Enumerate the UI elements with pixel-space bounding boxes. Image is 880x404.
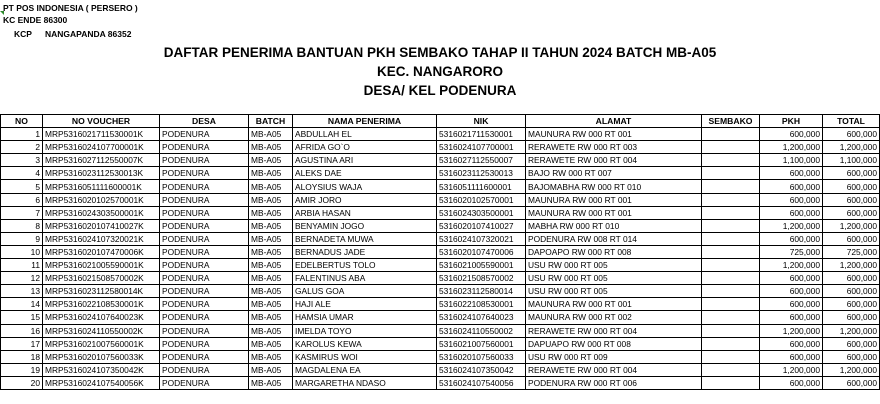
desa-cell[interactable]: PODENURA [160,245,249,258]
sembako-cell[interactable] [702,259,760,272]
desa-cell[interactable]: PODENURA [160,272,249,285]
table-header-row [1,115,880,128]
sembako-cell[interactable] [702,272,760,285]
total-cell[interactable]: 600,000 [823,128,880,141]
desa-cell[interactable]: PODENURA [160,311,249,324]
voucher-cell[interactable]: MRP5316024107640023K [43,311,160,324]
nik-cell[interactable]: 5316021007560001 [437,337,526,350]
nik-cell[interactable]: 5316020102570001 [437,193,526,206]
batch-cell[interactable]: MB-A05 [249,232,293,245]
nama-cell[interactable]: HAMSIA UMAR [293,311,437,324]
nama-cell[interactable]: ABDULLAH EL [293,128,437,141]
pkh-cell[interactable]: 600,000 [760,206,823,219]
voucher-cell[interactable]: MRP5316024110550002K [43,324,160,337]
no-cell[interactable]: 12 [1,272,43,285]
total-cell[interactable]: 600,000 [823,376,880,389]
table-row [1,167,880,180]
batch-cell[interactable]: MB-A05 [249,337,293,350]
desa-cell[interactable]: PODENURA [160,376,249,389]
table-row [1,363,880,376]
voucher-cell[interactable]: MRP5316027112550007K [43,154,160,167]
nama-cell[interactable]: AGUSTINA ARI [293,154,437,167]
no-cell[interactable]: 14 [1,298,43,311]
nama-cell[interactable]: ARBIA HASAN [293,206,437,219]
alamat-cell[interactable]: USU RW 000 RT 005 [526,272,702,285]
voucher-cell[interactable]: MRP5316020107560033K [43,350,160,363]
alamat-cell[interactable]: RERAWETE RW 000 RT 003 [526,141,702,154]
pkh-cell[interactable]: 600,000 [760,285,823,298]
no-cell[interactable]: 3 [1,154,43,167]
nik-cell[interactable]: 5316024107320021 [437,232,526,245]
pkh-cell[interactable]: 600,000 [760,376,823,389]
batch-cell[interactable]: MB-A05 [249,180,293,193]
pkh-cell[interactable]: 1,200,000 [760,141,823,154]
nama-cell[interactable]: FALENTINUS ABA [293,272,437,285]
no-cell[interactable]: 20 [1,376,43,389]
voucher-cell[interactable]: MRP5316024303500001K [43,206,160,219]
no-cell[interactable]: 19 [1,363,43,376]
sembako-cell[interactable] [702,350,760,363]
no-cell[interactable]: 15 [1,311,43,324]
batch-cell[interactable]: MB-A05 [249,206,293,219]
alamat-cell[interactable]: BAJOMABHA RW 000 RT 010 [526,180,702,193]
nik-cell[interactable]: 5316024303500001 [437,206,526,219]
pkh-cell[interactable]: 1,100,000 [760,154,823,167]
desa-cell[interactable]: PODENURA [160,285,249,298]
desa-cell[interactable]: PODENURA [160,206,249,219]
nik-cell[interactable]: 5316021711530001 [437,128,526,141]
sembako-cell[interactable] [702,363,760,376]
pkh-cell[interactable]: 725,000 [760,245,823,258]
batch-cell[interactable]: MB-A05 [249,154,293,167]
voucher-cell[interactable]: MRP5316021005590001K [43,259,160,272]
nama-cell[interactable]: BERNADETA MUWA [293,232,437,245]
nama-cell[interactable]: ALEKS DAE [293,167,437,180]
pkh-cell[interactable]: 600,000 [760,272,823,285]
voucher-cell[interactable]: MRP5316020107410027K [43,219,160,232]
alamat-cell[interactable]: USU RW 000 RT 005 [526,259,702,272]
sembako-cell[interactable] [702,285,760,298]
table-row [1,193,880,206]
table-row [1,154,880,167]
no-cell[interactable]: 11 [1,259,43,272]
alamat-cell[interactable]: PODENURA RW 008 RT 014 [526,232,702,245]
nik-cell[interactable]: 5316024107700001 [437,141,526,154]
alamat-cell[interactable]: USU RW 000 RT 005 [526,285,702,298]
table-row [1,141,880,154]
total-cell[interactable]: 600,000 [823,206,880,219]
company-name: PT POS INDONESIA ( PERSERO ) [3,3,138,13]
total-cell[interactable]: 600,000 [823,337,880,350]
desa-cell[interactable]: PODENURA [160,141,249,154]
no-cell[interactable]: 7 [1,206,43,219]
nik-cell[interactable]: 5316023112580014 [437,285,526,298]
alamat-cell[interactable]: RERAWETE RW 000 RT 004 [526,154,702,167]
alamat-cell[interactable]: BAJO RW 000 RT 007 [526,167,702,180]
sembako-cell[interactable] [702,376,760,389]
sembako-cell[interactable] [702,141,760,154]
voucher-cell[interactable]: MRP5316024107320021K [43,232,160,245]
total-cell[interactable]: 600,000 [823,272,880,285]
batch-cell[interactable]: MB-A05 [249,298,293,311]
pkh-cell[interactable]: 1,200,000 [760,259,823,272]
document-title: DAFTAR PENERIMA BANTUAN PKH SEMBAKO TAHAP II TAHUN 2024 BATCH MB-A05 [163,45,717,60]
alamat-cell[interactable]: DAPOAPO RW 000 RT 008 [526,245,702,258]
alamat-cell[interactable]: MAUNURA RW 000 RT 001 [526,128,702,141]
nik-cell[interactable]: 5316024107640023 [437,311,526,324]
nik-cell[interactable]: 5316027112550007 [437,154,526,167]
no-cell[interactable]: 17 [1,337,43,350]
sembako-cell[interactable] [702,206,760,219]
sembako-cell[interactable] [702,154,760,167]
batch-cell[interactable]: MB-A05 [249,193,293,206]
voucher-cell[interactable]: MRP5316024107700001K [43,141,160,154]
sembako-cell[interactable] [702,232,760,245]
no-cell[interactable]: 4 [1,167,43,180]
desa-cell[interactable]: PODENURA [160,128,249,141]
sembako-cell[interactable] [702,180,760,193]
sembako-cell[interactable] [702,337,760,350]
desa-cell[interactable]: PODENURA [160,337,249,350]
column-header-alamat[interactable]: ALAMAT [526,115,702,128]
alamat-cell[interactable]: MAUNURA RW 000 RT 001 [526,298,702,311]
table-row [1,180,880,193]
batch-cell[interactable]: MB-A05 [249,128,293,141]
alamat-cell[interactable]: RERAWETE RW 000 RT 004 [526,363,702,376]
column-header-no[interactable]: NO [1,115,43,128]
total-cell[interactable]: 600,000 [823,298,880,311]
column-header-nama-penerima[interactable]: NAMA PENERIMA [293,115,437,128]
pkh-cell[interactable]: 600,000 [760,193,823,206]
desa-cell[interactable]: PODENURA [160,180,249,193]
total-cell[interactable]: 1,100,000 [823,154,880,167]
kcp-label: KCP [14,29,32,39]
table-row [1,245,880,258]
batch-cell[interactable]: MB-A05 [249,363,293,376]
batch-cell[interactable]: MB-A05 [249,350,293,363]
voucher-cell[interactable]: MRP5316023112580014K [43,285,160,298]
voucher-cell[interactable]: MRP5316021711530001K [43,128,160,141]
nama-cell[interactable]: KASMIRUS WOI [293,350,437,363]
nama-cell[interactable]: EDELBERTUS TOLO [293,259,437,272]
batch-cell[interactable]: MB-A05 [249,259,293,272]
sembako-cell[interactable] [702,167,760,180]
total-cell[interactable]: 1,200,000 [823,219,880,232]
pkh-cell[interactable]: 1,200,000 [760,363,823,376]
batch-cell[interactable]: MB-A05 [249,311,293,324]
nama-cell[interactable]: IMELDA TOYO [293,324,437,337]
voucher-cell[interactable]: MRP5316022108530001K [43,298,160,311]
alamat-cell[interactable]: MAUNURA RW 000 RT 001 [526,193,702,206]
table-row [1,350,880,363]
batch-cell[interactable]: MB-A05 [249,324,293,337]
table-row [1,219,880,232]
desa-cell[interactable]: PODENURA [160,363,249,376]
no-cell[interactable]: 16 [1,324,43,337]
nama-cell[interactable]: GALUS GOA [293,285,437,298]
nama-cell[interactable]: AMIR JORO [293,193,437,206]
table-row [1,376,880,389]
nik-cell[interactable]: 5316024107350042 [437,363,526,376]
nik-cell[interactable]: 5316024107540056 [437,376,526,389]
pkh-cell[interactable]: 600,000 [760,180,823,193]
nama-cell[interactable]: BENYAMIN JOGO [293,219,437,232]
kcp-row [14,28,131,40]
desa-cell[interactable]: PODENURA [160,324,249,337]
voucher-cell[interactable]: MRP5316024107540056K [43,376,160,389]
sembako-cell[interactable] [702,245,760,258]
nik-cell[interactable]: 5316020107560033 [437,350,526,363]
nama-cell[interactable]: BERNADUS JADE [293,245,437,258]
recipient-table [0,114,880,390]
total-cell[interactable]: 600,000 [823,285,880,298]
pkh-cell[interactable]: 600,000 [760,337,823,350]
total-cell[interactable]: 600,000 [823,193,880,206]
total-cell[interactable]: 600,000 [823,350,880,363]
office-name: KC ENDE 86300 [3,15,68,25]
sembako-cell[interactable] [702,193,760,206]
column-header-nik[interactable]: NIK [437,115,526,128]
desa-cell[interactable]: PODENURA [160,167,249,180]
table-row [1,272,880,285]
table-row [1,232,880,245]
voucher-cell[interactable]: MRP5316020102570001K [43,193,160,206]
kcp-value: NANGAPANDA 86352 [45,29,132,39]
column-header-pkh[interactable]: PKH [760,115,823,128]
batch-cell[interactable]: MB-A05 [249,285,293,298]
nama-cell[interactable]: MARGARETHA NDASO [293,376,437,389]
nik-cell[interactable]: 5316023112530013 [437,167,526,180]
total-cell[interactable]: 600,000 [823,167,880,180]
voucher-cell[interactable]: MRP5316051111600001K [43,180,160,193]
nik-cell[interactable]: 5316021508570002 [437,272,526,285]
voucher-cell[interactable]: MRP5316021007560001K [43,337,160,350]
desa-cell[interactable]: PODENURA [160,259,249,272]
desa-cell[interactable]: PODENURA [160,154,249,167]
nik-cell[interactable]: 5316020107410027 [437,219,526,232]
pkh-cell[interactable]: 600,000 [760,298,823,311]
pkh-cell[interactable]: 600,000 [760,128,823,141]
total-cell[interactable]: 1,200,000 [823,141,880,154]
pkh-cell[interactable]: 600,000 [760,167,823,180]
alamat-cell[interactable]: MAUNURA RW 000 RT 002 [526,311,702,324]
nik-cell[interactable]: 5316022108530001 [437,298,526,311]
column-header-batch[interactable]: BATCH [249,115,293,128]
pkh-cell[interactable]: 600,000 [760,311,823,324]
district-title: KEC. NANGARORO [376,64,503,79]
total-cell[interactable]: 1,200,000 [823,324,880,337]
nama-cell[interactable]: KAROLUS KEWA [293,337,437,350]
column-header-no-voucher[interactable]: NO VOUCHER [43,115,160,128]
desa-cell[interactable]: PODENURA [160,232,249,245]
village-title: DESA/ KEL PODENURA [363,83,517,98]
no-cell[interactable]: 5 [1,180,43,193]
total-cell[interactable]: 600,000 [823,232,880,245]
no-cell[interactable]: 1 [1,128,43,141]
sembako-cell[interactable] [702,311,760,324]
sembako-cell[interactable] [702,324,760,337]
alamat-cell[interactable]: RERAWETE RW 000 RT 004 [526,324,702,337]
table-row [1,298,880,311]
pkh-cell[interactable]: 1,200,000 [760,324,823,337]
nama-cell[interactable]: HAJI ALE [293,298,437,311]
table-row [1,311,880,324]
batch-cell[interactable]: MB-A05 [249,272,293,285]
column-header-sembako[interactable]: SEMBAKO [702,115,760,128]
desa-cell[interactable]: PODENURA [160,193,249,206]
total-cell[interactable]: 600,000 [823,311,880,324]
batch-cell[interactable]: MB-A05 [249,376,293,389]
voucher-cell[interactable]: MRP5316021508570002K [43,272,160,285]
no-cell[interactable]: 2 [1,141,43,154]
batch-cell[interactable]: MB-A05 [249,245,293,258]
nama-cell[interactable]: AFRIDA GO`O [293,141,437,154]
voucher-cell[interactable]: MRP5316023112530013K [43,167,160,180]
desa-cell[interactable]: PODENURA [160,350,249,363]
table-row [1,259,880,272]
sembako-cell[interactable] [702,298,760,311]
nik-cell[interactable]: 5316051111600001 [437,180,526,193]
table-row [1,337,880,350]
total-cell[interactable]: 1,200,000 [823,363,880,376]
no-cell[interactable]: 9 [1,232,43,245]
alamat-cell[interactable]: MAUNURA RW 000 RT 001 [526,206,702,219]
alamat-cell[interactable]: PODENURA RW 000 RT 006 [526,376,702,389]
no-cell[interactable]: 18 [1,350,43,363]
batch-cell[interactable]: MB-A05 [249,141,293,154]
batch-cell[interactable]: MB-A05 [249,219,293,232]
pkh-cell[interactable]: 1,200,000 [760,219,823,232]
sembako-cell[interactable] [702,128,760,141]
table-row [1,324,880,337]
no-cell[interactable]: 8 [1,219,43,232]
total-cell[interactable]: 725,000 [823,245,880,258]
batch-cell[interactable]: MB-A05 [249,167,293,180]
alamat-cell[interactable]: MABHA RW 000 RT 010 [526,219,702,232]
column-header-desa[interactable]: DESA [160,115,249,128]
total-cell[interactable]: 1,200,000 [823,259,880,272]
table-row [1,128,880,141]
no-cell[interactable]: 13 [1,285,43,298]
no-cell[interactable]: 6 [1,193,43,206]
column-header-total[interactable]: TOTAL [823,115,880,128]
table-row [1,206,880,219]
voucher-cell[interactable]: MRP5316020107470006K [43,245,160,258]
nik-cell[interactable]: 5316021005590001 [437,259,526,272]
nik-cell[interactable]: 5316024110550002 [437,324,526,337]
voucher-cell[interactable]: MRP5316024107350042K [43,363,160,376]
nama-cell[interactable]: ALOYSIUS WAJA [293,180,437,193]
total-cell[interactable]: 600,000 [823,180,880,193]
nama-cell[interactable]: MAGDALENA EA [293,363,437,376]
pkh-cell[interactable]: 600,000 [760,350,823,363]
desa-cell[interactable]: PODENURA [160,298,249,311]
alamat-cell[interactable]: USU RW 000 RT 009 [526,350,702,363]
pkh-cell[interactable]: 600,000 [760,232,823,245]
table-row [1,285,880,298]
alamat-cell[interactable]: DAPUAPO RW 000 RT 008 [526,337,702,350]
desa-cell[interactable]: PODENURA [160,219,249,232]
no-cell[interactable]: 10 [1,245,43,258]
sembako-cell[interactable] [702,219,760,232]
nik-cell[interactable]: 5316020107470006 [437,245,526,258]
